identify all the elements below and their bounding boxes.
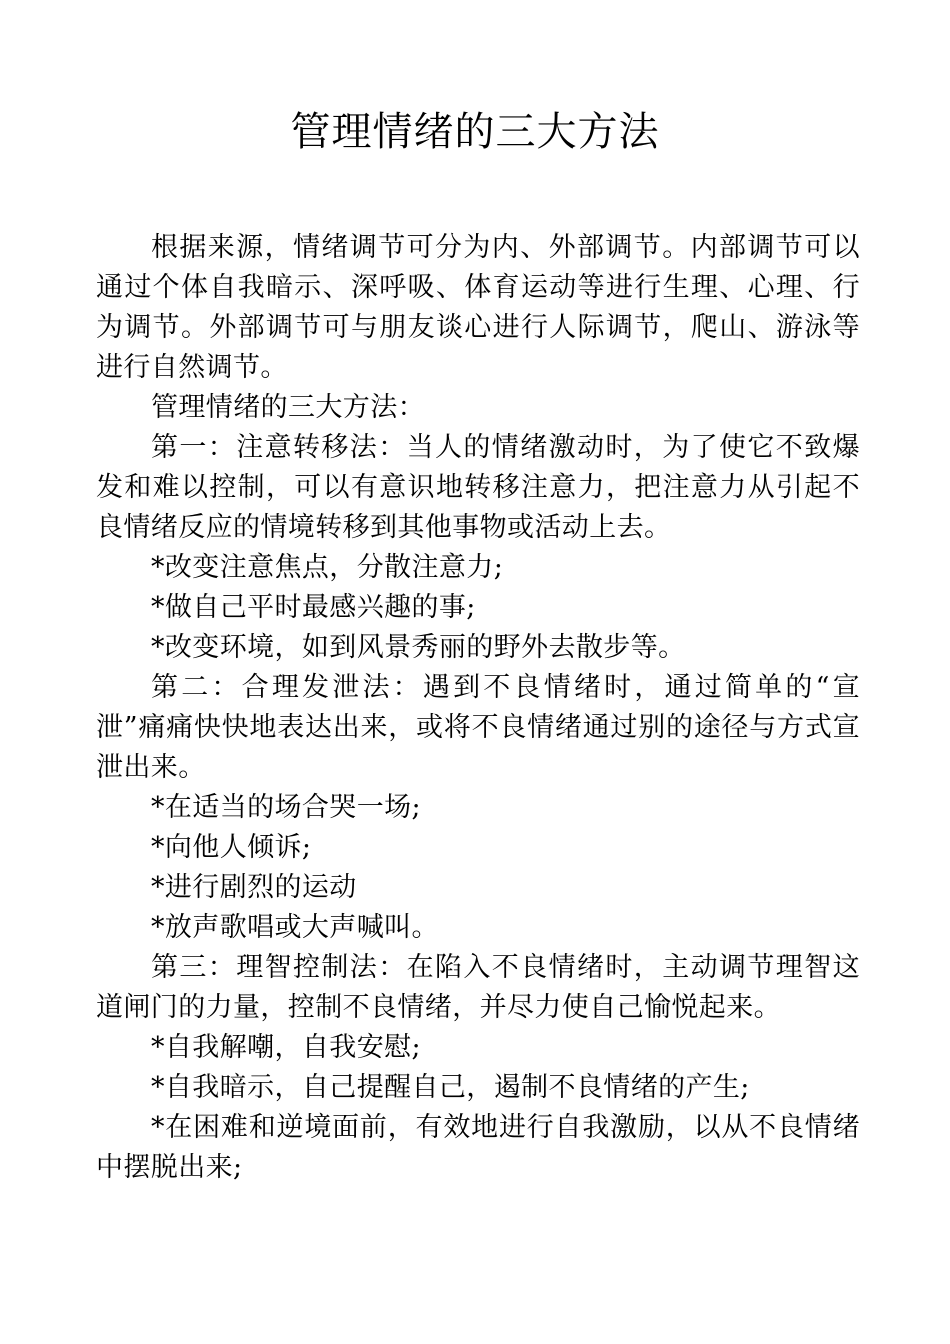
document-body: [96, 228, 860, 1188]
document-title: 管理情绪的三大方法: [290, 109, 660, 155]
list-item: *在适当的场合哭一场;: [151, 792, 421, 823]
list-item: *改变注意焦点，分散注意力;: [151, 552, 504, 583]
paragraph-intro: 根据来源，情绪调节可分为内、外部调节。内部调节可以通过个体自我暗示、深呼吸、体育运动等进行生理、心理、行为调节。外部调节可与朋友谈心进行人际调节，爬山、游泳等进行自然调节。: [96, 232, 860, 383]
list-item: *自我解嘲，自我安慰;: [151, 1032, 421, 1063]
paragraph-method-one: 第一：注意转移法：当人的情绪激动时，为了使它不致爆发和难以控制，可以有意识地转移注意力，把注意力从引起不良情绪反应的情境转移到其他事物或活动上去。: [96, 432, 860, 543]
list-item: *进行剧烈的运动: [151, 872, 357, 903]
paragraph-method-two: 第二：合理发泄法：遇到不良情绪时，通过简单的“宣泄”痛痛快快地表达出来，或将不良情绪通过别的途径与方式宣泄出来。: [96, 672, 860, 783]
list-item: *向他人倾诉;: [151, 832, 312, 863]
list-item: *在困难和逆境面前，有效地进行自我激励，以从不良情绪中摆脱出来;: [96, 1112, 860, 1183]
list-item: *自我暗示，自己提醒自己，遏制不良情绪的产生;: [151, 1072, 750, 1103]
list-item: *改变环境，如到风景秀丽的野外去散步等。: [151, 632, 686, 663]
paragraph-method-three: 第三：理智控制法：在陷入不良情绪时，主动调节理智这道闸门的力量，控制不良情绪，并尽力使自己愉悦起来。: [96, 952, 860, 1023]
list-item: *放声歌唱或大声喊叫。: [151, 912, 439, 943]
paragraph-methods-heading: 管理情绪的三大方法：: [151, 392, 425, 423]
list-item: *做自己平时最感兴趣的事;: [151, 592, 476, 623]
